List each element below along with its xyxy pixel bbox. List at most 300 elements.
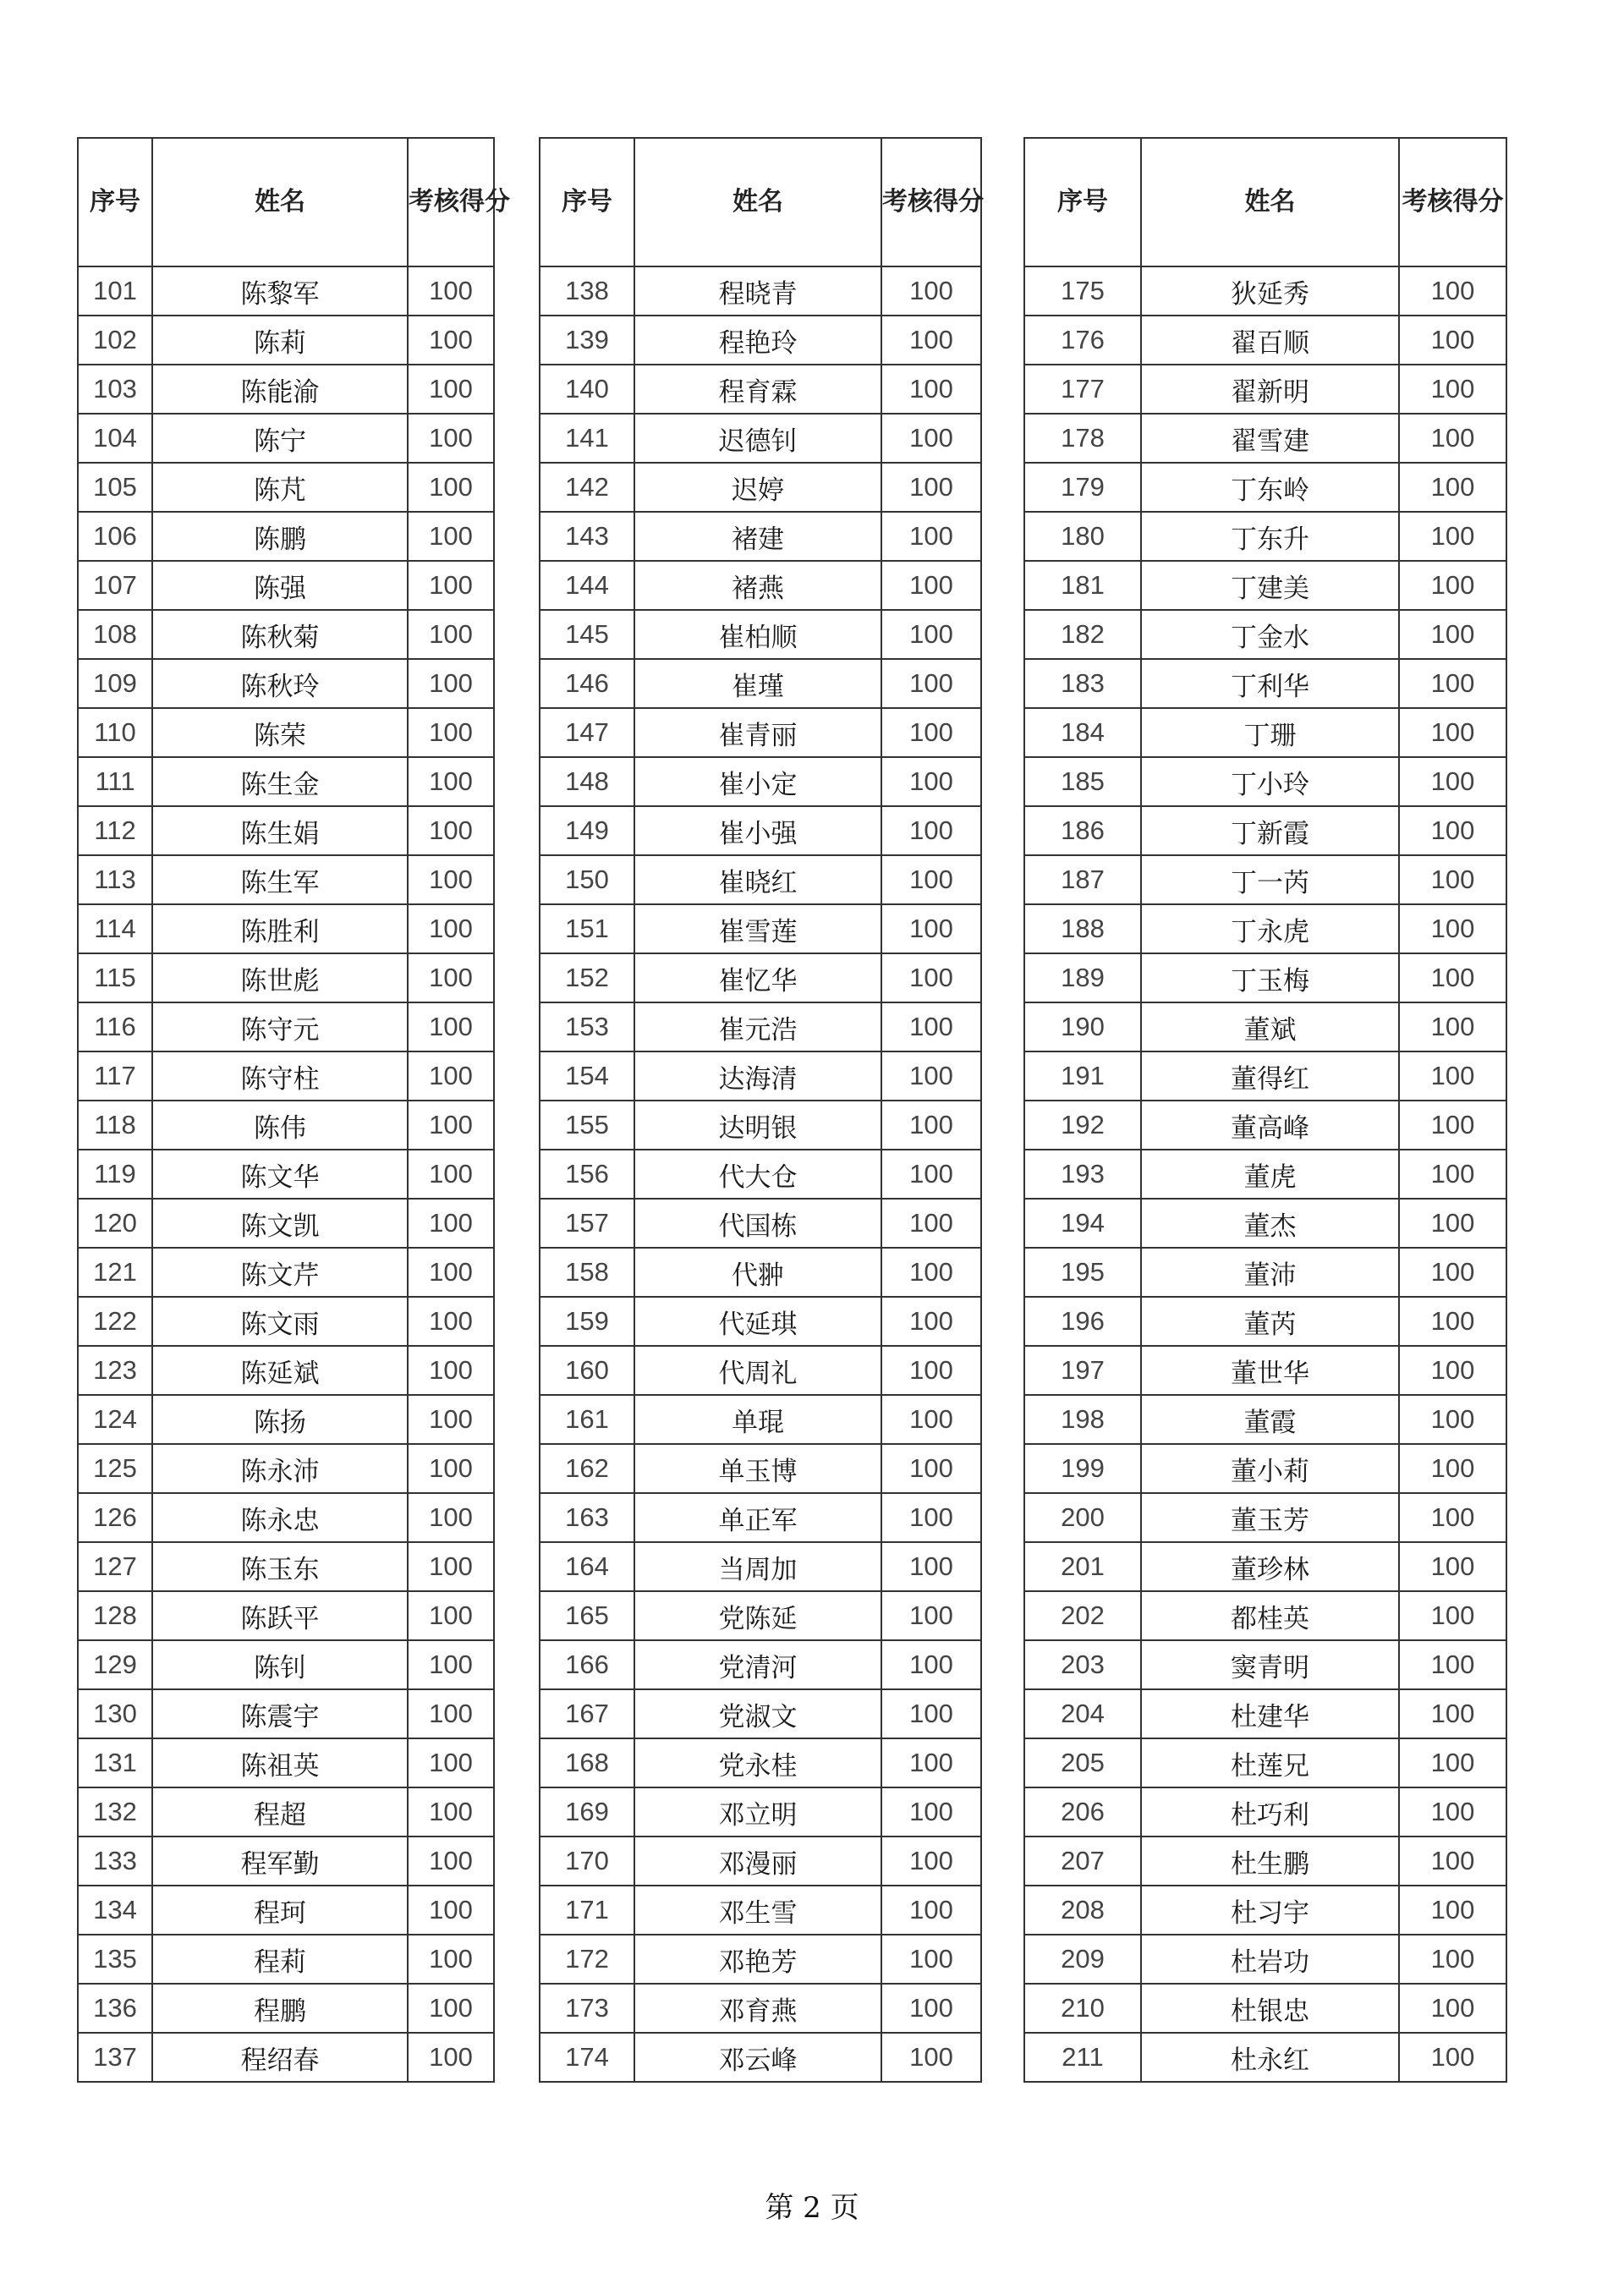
seq-cell: 126 bbox=[78, 1493, 152, 1542]
table-row bbox=[540, 1297, 981, 1346]
name-cell: 崔忆华 bbox=[634, 953, 881, 1002]
seq-cell: 207 bbox=[1024, 1837, 1141, 1886]
table-row bbox=[1024, 365, 1506, 414]
table-row bbox=[1024, 1542, 1506, 1591]
seq-cell: 175 bbox=[1024, 266, 1141, 316]
table-row bbox=[78, 953, 494, 1002]
name-cell: 褚建 bbox=[634, 512, 881, 561]
seq-cell: 140 bbox=[540, 365, 634, 414]
table-row bbox=[78, 806, 494, 855]
table-row bbox=[540, 1542, 981, 1591]
table-row bbox=[540, 1101, 981, 1150]
table-row bbox=[1024, 1150, 1506, 1199]
score-cell: 100 bbox=[408, 757, 494, 806]
score-cell: 100 bbox=[1399, 1297, 1506, 1346]
table-row bbox=[540, 316, 981, 365]
seq-cell: 131 bbox=[78, 1738, 152, 1787]
table-row bbox=[1024, 659, 1506, 708]
table-row bbox=[1024, 1297, 1506, 1346]
table-row bbox=[1024, 1346, 1506, 1395]
seq-cell: 169 bbox=[540, 1787, 634, 1837]
seq-cell: 127 bbox=[78, 1542, 152, 1591]
table-row bbox=[540, 1248, 981, 1297]
score-cell: 100 bbox=[881, 1787, 981, 1837]
seq-cell: 165 bbox=[540, 1591, 634, 1640]
table-row bbox=[78, 463, 494, 512]
seq-cell: 114 bbox=[78, 904, 152, 953]
table-row bbox=[540, 2033, 981, 2082]
score-table-1 bbox=[77, 137, 510, 2083]
header-name: 姓名 bbox=[152, 138, 408, 266]
score-cell: 100 bbox=[881, 1051, 981, 1101]
table-row bbox=[78, 1738, 494, 1787]
seq-cell: 199 bbox=[1024, 1444, 1141, 1493]
table-row bbox=[540, 1051, 981, 1101]
name-cell: 程珂 bbox=[152, 1886, 408, 1935]
score-cell: 100 bbox=[408, 316, 494, 365]
table-row bbox=[540, 757, 981, 806]
header-name: 姓名 bbox=[634, 138, 881, 266]
score-cell: 100 bbox=[881, 1493, 981, 1542]
name-cell: 程军勤 bbox=[152, 1837, 408, 1886]
header-seq: 序号 bbox=[78, 138, 152, 266]
score-cell: 100 bbox=[408, 1542, 494, 1591]
table-row bbox=[78, 659, 494, 708]
score-cell: 100 bbox=[881, 561, 981, 610]
name-cell: 翟百顺 bbox=[1141, 316, 1399, 365]
page-number: 第 2 页 bbox=[765, 2191, 859, 2225]
table-row bbox=[1024, 266, 1506, 316]
name-cell: 翟雪建 bbox=[1141, 414, 1399, 463]
name-cell: 陈能渝 bbox=[152, 365, 408, 414]
table-row bbox=[78, 1248, 494, 1297]
seq-cell: 103 bbox=[78, 365, 152, 414]
seq-cell: 156 bbox=[540, 1150, 634, 1199]
seq-cell: 102 bbox=[78, 316, 152, 365]
name-cell: 杜生鹏 bbox=[1141, 1837, 1399, 1886]
score-cell: 100 bbox=[881, 512, 981, 561]
name-cell: 陈文凯 bbox=[152, 1199, 408, 1248]
name-cell: 陈祖英 bbox=[152, 1738, 408, 1787]
seq-cell: 191 bbox=[1024, 1051, 1141, 1101]
seq-cell: 121 bbox=[78, 1248, 152, 1297]
table-row bbox=[78, 2033, 494, 2082]
seq-cell: 106 bbox=[78, 512, 152, 561]
seq-cell: 200 bbox=[1024, 1493, 1141, 1542]
name-cell: 邓育燕 bbox=[634, 1984, 881, 2033]
table-row bbox=[540, 1493, 981, 1542]
name-cell: 邓立明 bbox=[634, 1787, 881, 1837]
name-cell: 陈秋玲 bbox=[152, 659, 408, 708]
name-cell: 董玉芳 bbox=[1141, 1493, 1399, 1542]
seq-cell: 148 bbox=[540, 757, 634, 806]
score-cell: 100 bbox=[1399, 1346, 1506, 1395]
score-cell: 100 bbox=[881, 1199, 981, 1248]
score-cell: 100 bbox=[408, 1444, 494, 1493]
score-cell: 100 bbox=[1399, 316, 1506, 365]
score-cell: 100 bbox=[1399, 1395, 1506, 1444]
name-cell: 程绍春 bbox=[152, 2033, 408, 2082]
name-cell: 丁东升 bbox=[1141, 512, 1399, 561]
name-cell: 党清河 bbox=[634, 1640, 881, 1689]
score-cell: 100 bbox=[1399, 757, 1506, 806]
seq-cell: 194 bbox=[1024, 1199, 1141, 1248]
name-cell: 丁珊 bbox=[1141, 708, 1399, 757]
name-cell: 董霞 bbox=[1141, 1395, 1399, 1444]
score-table-2 bbox=[539, 137, 982, 2083]
name-cell: 程鹏 bbox=[152, 1984, 408, 2033]
name-cell: 程晓青 bbox=[634, 266, 881, 316]
score-cell: 100 bbox=[1399, 904, 1506, 953]
table-row bbox=[1024, 1640, 1506, 1689]
name-cell: 陈永忠 bbox=[152, 1493, 408, 1542]
score-cell: 100 bbox=[408, 708, 494, 757]
name-cell: 代国栋 bbox=[634, 1199, 881, 1248]
seq-cell: 142 bbox=[540, 463, 634, 512]
seq-cell: 204 bbox=[1024, 1689, 1141, 1738]
table-row bbox=[78, 1542, 494, 1591]
seq-cell: 161 bbox=[540, 1395, 634, 1444]
table-row bbox=[1024, 463, 1506, 512]
seq-cell: 105 bbox=[78, 463, 152, 512]
seq-cell: 112 bbox=[78, 806, 152, 855]
name-cell: 邓生雪 bbox=[634, 1886, 881, 1935]
seq-cell: 186 bbox=[1024, 806, 1141, 855]
score-cell: 100 bbox=[1399, 463, 1506, 512]
score-cell: 100 bbox=[1399, 1591, 1506, 1640]
name-cell: 董虎 bbox=[1141, 1150, 1399, 1199]
score-cell: 100 bbox=[881, 953, 981, 1002]
seq-cell: 145 bbox=[540, 610, 634, 659]
name-cell: 丁金水 bbox=[1141, 610, 1399, 659]
score-cell: 100 bbox=[408, 1051, 494, 1101]
score-cell: 100 bbox=[1399, 512, 1506, 561]
table-row bbox=[540, 1738, 981, 1787]
table-row bbox=[1024, 1051, 1506, 1101]
score-cell: 100 bbox=[408, 1935, 494, 1984]
name-cell: 崔小强 bbox=[634, 806, 881, 855]
seq-cell: 198 bbox=[1024, 1395, 1141, 1444]
score-cell: 100 bbox=[881, 1935, 981, 1984]
score-cell: 100 bbox=[1399, 1199, 1506, 1248]
table-row bbox=[540, 806, 981, 855]
score-cell: 100 bbox=[408, 1738, 494, 1787]
score-cell: 100 bbox=[1399, 1150, 1506, 1199]
table-row bbox=[540, 1150, 981, 1199]
seq-cell: 157 bbox=[540, 1199, 634, 1248]
seq-cell: 120 bbox=[78, 1199, 152, 1248]
table-row bbox=[540, 1395, 981, 1444]
name-cell: 程超 bbox=[152, 1787, 408, 1837]
score-cell: 100 bbox=[881, 1984, 981, 2033]
score-cell: 100 bbox=[881, 1002, 981, 1051]
score-cell: 100 bbox=[881, 1591, 981, 1640]
score-cell: 100 bbox=[408, 1984, 494, 2033]
seq-cell: 125 bbox=[78, 1444, 152, 1493]
score-cell: 100 bbox=[1399, 1984, 1506, 2033]
header-score: 考核得分 bbox=[881, 138, 981, 266]
seq-cell: 210 bbox=[1024, 1984, 1141, 2033]
name-cell: 董芮 bbox=[1141, 1297, 1399, 1346]
seq-cell: 192 bbox=[1024, 1101, 1141, 1150]
name-cell: 崔青丽 bbox=[634, 708, 881, 757]
table-row bbox=[1024, 1837, 1506, 1886]
seq-cell: 189 bbox=[1024, 953, 1141, 1002]
seq-cell: 147 bbox=[540, 708, 634, 757]
name-cell: 邓漫丽 bbox=[634, 1837, 881, 1886]
seq-cell: 208 bbox=[1024, 1886, 1141, 1935]
score-cell: 100 bbox=[408, 806, 494, 855]
seq-cell: 197 bbox=[1024, 1346, 1141, 1395]
seq-cell: 141 bbox=[540, 414, 634, 463]
score-cell: 100 bbox=[408, 1395, 494, 1444]
name-cell: 董珍林 bbox=[1141, 1542, 1399, 1591]
name-cell: 代翀 bbox=[634, 1248, 881, 1297]
score-cell: 100 bbox=[1399, 1051, 1506, 1101]
name-cell: 陈荣 bbox=[152, 708, 408, 757]
table-row bbox=[1024, 1002, 1506, 1051]
score-cell: 100 bbox=[881, 1837, 981, 1886]
score-cell: 100 bbox=[881, 1640, 981, 1689]
score-cell: 100 bbox=[1399, 365, 1506, 414]
seq-cell: 122 bbox=[78, 1297, 152, 1346]
score-cell: 100 bbox=[408, 1591, 494, 1640]
table-row bbox=[78, 1493, 494, 1542]
score-cell: 100 bbox=[881, 316, 981, 365]
table-row bbox=[1024, 2033, 1506, 2082]
seq-cell: 119 bbox=[78, 1150, 152, 1199]
seq-cell: 179 bbox=[1024, 463, 1141, 512]
seq-cell: 108 bbox=[78, 610, 152, 659]
table-row bbox=[1024, 1248, 1506, 1297]
seq-cell: 184 bbox=[1024, 708, 1141, 757]
table-row bbox=[78, 365, 494, 414]
name-cell: 陈生娟 bbox=[152, 806, 408, 855]
seq-cell: 158 bbox=[540, 1248, 634, 1297]
seq-cell: 128 bbox=[78, 1591, 152, 1640]
seq-cell: 211 bbox=[1024, 2033, 1141, 2082]
name-cell: 陈钊 bbox=[152, 1640, 408, 1689]
seq-cell: 173 bbox=[540, 1984, 634, 2033]
score-cell: 100 bbox=[1399, 953, 1506, 1002]
seq-cell: 201 bbox=[1024, 1542, 1141, 1591]
table-row bbox=[1024, 806, 1506, 855]
table-row bbox=[540, 1199, 981, 1248]
seq-cell: 170 bbox=[540, 1837, 634, 1886]
seq-cell: 205 bbox=[1024, 1738, 1141, 1787]
name-cell: 陈文雨 bbox=[152, 1297, 408, 1346]
name-cell: 陈生军 bbox=[152, 855, 408, 904]
name-cell: 丁新霞 bbox=[1141, 806, 1399, 855]
score-cell: 100 bbox=[1399, 1837, 1506, 1886]
name-cell: 董沛 bbox=[1141, 1248, 1399, 1297]
score-cell: 100 bbox=[1399, 414, 1506, 463]
name-cell: 崔小定 bbox=[634, 757, 881, 806]
score-cell: 100 bbox=[408, 1689, 494, 1738]
seq-cell: 202 bbox=[1024, 1591, 1141, 1640]
table-row bbox=[540, 1886, 981, 1935]
seq-cell: 101 bbox=[78, 266, 152, 316]
table-row bbox=[78, 1837, 494, 1886]
score-cell: 100 bbox=[408, 855, 494, 904]
score-cell: 100 bbox=[881, 904, 981, 953]
name-cell: 陈强 bbox=[152, 561, 408, 610]
seq-cell: 167 bbox=[540, 1689, 634, 1738]
table-row bbox=[78, 1395, 494, 1444]
table-row bbox=[78, 1689, 494, 1738]
score-cell: 100 bbox=[408, 1886, 494, 1935]
score-cell: 100 bbox=[881, 1542, 981, 1591]
seq-cell: 206 bbox=[1024, 1787, 1141, 1837]
score-cell: 100 bbox=[408, 414, 494, 463]
score-cell: 100 bbox=[408, 561, 494, 610]
score-cell: 100 bbox=[408, 1101, 494, 1150]
table-row bbox=[540, 1002, 981, 1051]
table-row bbox=[540, 1787, 981, 1837]
name-cell: 达海清 bbox=[634, 1051, 881, 1101]
seq-cell: 115 bbox=[78, 953, 152, 1002]
name-cell: 董小莉 bbox=[1141, 1444, 1399, 1493]
name-cell: 陈守元 bbox=[152, 1002, 408, 1051]
header-seq: 序号 bbox=[540, 138, 634, 266]
table-row bbox=[1024, 1935, 1506, 1984]
name-cell: 陈跃平 bbox=[152, 1591, 408, 1640]
score-cell: 100 bbox=[881, 414, 981, 463]
seq-cell: 135 bbox=[78, 1935, 152, 1984]
table-row bbox=[540, 659, 981, 708]
name-cell: 邓云峰 bbox=[634, 2033, 881, 2082]
seq-cell: 168 bbox=[540, 1738, 634, 1787]
table-row bbox=[1024, 1984, 1506, 2033]
score-cell: 100 bbox=[881, 1886, 981, 1935]
name-cell: 陈玉东 bbox=[152, 1542, 408, 1591]
score-cell: 100 bbox=[1399, 1787, 1506, 1837]
seq-cell: 152 bbox=[540, 953, 634, 1002]
name-cell: 陈延斌 bbox=[152, 1346, 408, 1395]
seq-cell: 190 bbox=[1024, 1002, 1141, 1051]
name-cell: 党淑文 bbox=[634, 1689, 881, 1738]
table-row bbox=[540, 512, 981, 561]
score-cell: 100 bbox=[408, 463, 494, 512]
score-cell: 100 bbox=[408, 1297, 494, 1346]
name-cell: 董世华 bbox=[1141, 1346, 1399, 1395]
score-cell: 100 bbox=[1399, 708, 1506, 757]
name-cell: 崔元浩 bbox=[634, 1002, 881, 1051]
score-cell: 100 bbox=[1399, 1444, 1506, 1493]
score-cell: 100 bbox=[881, 610, 981, 659]
seq-cell: 104 bbox=[78, 414, 152, 463]
name-cell: 陈文华 bbox=[152, 1150, 408, 1199]
table-row bbox=[1024, 610, 1506, 659]
seq-cell: 185 bbox=[1024, 757, 1141, 806]
table-row bbox=[1024, 512, 1506, 561]
name-cell: 杜巧利 bbox=[1141, 1787, 1399, 1837]
table-row bbox=[78, 1591, 494, 1640]
table-row bbox=[78, 1886, 494, 1935]
name-cell: 杜银忠 bbox=[1141, 1984, 1399, 2033]
score-cell: 100 bbox=[408, 610, 494, 659]
seq-cell: 154 bbox=[540, 1051, 634, 1101]
seq-cell: 123 bbox=[78, 1346, 152, 1395]
table-row bbox=[1024, 1787, 1506, 1837]
score-cell: 100 bbox=[1399, 1935, 1506, 1984]
seq-cell: 187 bbox=[1024, 855, 1141, 904]
table-row bbox=[1024, 561, 1506, 610]
seq-cell: 129 bbox=[78, 1640, 152, 1689]
seq-cell: 139 bbox=[540, 316, 634, 365]
score-cell: 100 bbox=[881, 1297, 981, 1346]
name-cell: 杜永红 bbox=[1141, 2033, 1399, 2082]
name-cell: 党陈延 bbox=[634, 1591, 881, 1640]
seq-cell: 209 bbox=[1024, 1935, 1141, 1984]
table-row bbox=[1024, 708, 1506, 757]
seq-cell: 118 bbox=[78, 1101, 152, 1150]
score-cell: 100 bbox=[408, 1837, 494, 1886]
table-row bbox=[1024, 1444, 1506, 1493]
table-row bbox=[540, 1444, 981, 1493]
table-row bbox=[78, 1346, 494, 1395]
score-cell: 100 bbox=[408, 1199, 494, 1248]
score-cell: 100 bbox=[408, 266, 494, 316]
seq-cell: 188 bbox=[1024, 904, 1141, 953]
score-cell: 100 bbox=[881, 855, 981, 904]
score-cell: 100 bbox=[881, 1101, 981, 1150]
seq-cell: 176 bbox=[1024, 316, 1141, 365]
seq-cell: 111 bbox=[78, 757, 152, 806]
name-cell: 董斌 bbox=[1141, 1002, 1399, 1051]
table-row bbox=[78, 1640, 494, 1689]
name-cell: 陈鹏 bbox=[152, 512, 408, 561]
score-table-3 bbox=[1023, 137, 1507, 2083]
name-cell: 陈宁 bbox=[152, 414, 408, 463]
seq-cell: 178 bbox=[1024, 414, 1141, 463]
seq-cell: 177 bbox=[1024, 365, 1141, 414]
seq-cell: 138 bbox=[540, 266, 634, 316]
table-row bbox=[1024, 316, 1506, 365]
score-cell: 100 bbox=[1399, 806, 1506, 855]
seq-cell: 132 bbox=[78, 1787, 152, 1837]
name-cell: 邓艳芳 bbox=[634, 1935, 881, 1984]
name-cell: 代周礼 bbox=[634, 1346, 881, 1395]
name-cell: 丁永虎 bbox=[1141, 904, 1399, 953]
score-cell: 100 bbox=[1399, 1689, 1506, 1738]
name-cell: 丁利华 bbox=[1141, 659, 1399, 708]
table-row bbox=[1024, 757, 1506, 806]
seq-cell: 153 bbox=[540, 1002, 634, 1051]
table-row bbox=[78, 855, 494, 904]
table-row bbox=[78, 1984, 494, 2033]
score-cell: 100 bbox=[408, 1150, 494, 1199]
name-cell: 杜习宇 bbox=[1141, 1886, 1399, 1935]
seq-cell: 134 bbox=[78, 1886, 152, 1935]
seq-cell: 171 bbox=[540, 1886, 634, 1935]
name-cell: 丁小玲 bbox=[1141, 757, 1399, 806]
score-cell: 100 bbox=[408, 659, 494, 708]
seq-cell: 163 bbox=[540, 1493, 634, 1542]
table-row bbox=[1024, 904, 1506, 953]
score-cell: 100 bbox=[1399, 659, 1506, 708]
score-cell: 100 bbox=[881, 1248, 981, 1297]
score-cell: 100 bbox=[1399, 561, 1506, 610]
score-cell: 100 bbox=[1399, 1101, 1506, 1150]
table-row bbox=[1024, 1101, 1506, 1150]
name-cell: 单琨 bbox=[634, 1395, 881, 1444]
name-cell: 丁建美 bbox=[1141, 561, 1399, 610]
score-cell: 100 bbox=[408, 1493, 494, 1542]
seq-cell: 150 bbox=[540, 855, 634, 904]
name-cell: 丁玉梅 bbox=[1141, 953, 1399, 1002]
score-cell: 100 bbox=[881, 708, 981, 757]
